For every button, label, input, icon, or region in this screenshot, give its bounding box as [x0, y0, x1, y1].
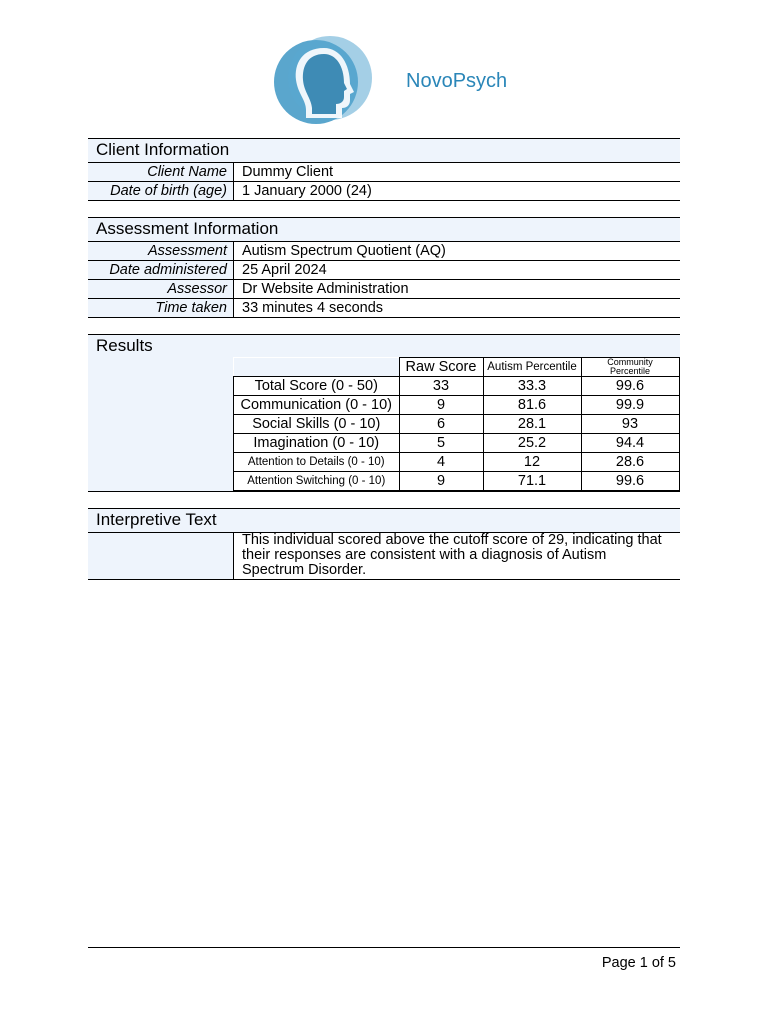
- dob-row: [88, 181, 680, 201]
- assessment-information-section: [88, 217, 680, 316]
- section-header: [88, 217, 680, 241]
- autism-percentile: 71.1: [483, 472, 581, 491]
- autism-percentile: 28.1: [483, 415, 581, 434]
- raw-score: 9: [399, 472, 483, 491]
- results-section: [88, 334, 680, 492]
- raw-score: 9: [399, 396, 483, 415]
- col-autism-percentile: Autism Percentile: [483, 358, 581, 377]
- community-percentile: 28.6: [581, 453, 679, 472]
- section-title: Results: [96, 336, 153, 355]
- community-percentile: 94.4: [581, 434, 679, 453]
- row-value: 25 April 2024: [233, 261, 680, 280]
- brand-name: NovoPsych: [406, 70, 508, 92]
- community-percentile: 99.9: [581, 396, 679, 415]
- row-label: Assessment: [88, 242, 233, 261]
- row-label: Attention Switching (0 - 10): [234, 472, 400, 491]
- raw-score: 33: [399, 377, 483, 396]
- section-title: Interpretive Text: [96, 510, 217, 529]
- row-value: Autism Spectrum Quotient (AQ): [233, 242, 680, 261]
- community-percentile: 99.6: [581, 472, 679, 491]
- time-taken-row: [88, 298, 680, 318]
- table-row: [234, 377, 680, 396]
- row-label: Communication (0 - 10): [234, 396, 400, 415]
- col-community-percentile: [581, 358, 679, 377]
- raw-score: 5: [399, 434, 483, 453]
- row-label: Total Score (0 - 50): [234, 377, 400, 396]
- section-title: Assessment Information: [96, 219, 279, 238]
- footer-divider: [88, 947, 680, 948]
- row-value: Dr Website Administration: [233, 280, 680, 299]
- table-row: [234, 415, 680, 434]
- table-row: [234, 434, 680, 453]
- table-row: [234, 396, 680, 415]
- row-value: 33 minutes 4 seconds: [233, 299, 680, 318]
- table-header-row: [234, 358, 680, 377]
- col-raw-score: Raw Score: [399, 358, 483, 377]
- table-row: [234, 453, 680, 472]
- row-label: Client Name: [88, 163, 233, 182]
- novopsych-logo: [272, 34, 380, 130]
- community-percentile: 93: [581, 415, 679, 434]
- assessment-row: [88, 241, 680, 261]
- row-value: Dummy Client: [233, 163, 680, 182]
- row-label: Date administered: [88, 261, 233, 280]
- table-row: [234, 472, 680, 491]
- row-value: 1 January 2000 (24): [233, 182, 680, 201]
- autism-percentile: 81.6: [483, 396, 581, 415]
- autism-percentile: 12: [483, 453, 581, 472]
- row-label: Assessor: [88, 280, 233, 299]
- col-community-label: Community Percentile: [607, 357, 653, 376]
- assessor-row: [88, 279, 680, 299]
- section-title: Client Information: [96, 140, 230, 159]
- community-percentile: 99.6: [581, 377, 679, 396]
- autism-percentile: 33.3: [483, 377, 581, 396]
- section-header: [88, 508, 680, 532]
- client-information-section: [88, 138, 680, 199]
- autism-percentile: 25.2: [483, 434, 581, 453]
- row-label: Date of birth (age): [88, 182, 233, 201]
- results-table: [233, 357, 680, 491]
- page-number: Page 1 of 5: [601, 955, 676, 971]
- row-label: Time taken: [88, 299, 233, 318]
- row-label: Attention to Details (0 - 10): [234, 453, 400, 472]
- section-header: [88, 138, 680, 162]
- interpretive-paragraph: This individual scored above the cutoff score of 29, indicating that their responses are consistent with a diagnosis of Autism Spectrum Disorder.: [233, 533, 680, 579]
- raw-score: 6: [399, 415, 483, 434]
- row-label: Social Skills (0 - 10): [234, 415, 400, 434]
- section-header: [88, 334, 680, 358]
- interpretive-text-section: [88, 508, 680, 579]
- raw-score: 4: [399, 453, 483, 472]
- client-name-row: [88, 162, 680, 182]
- date-administered-row: [88, 260, 680, 280]
- row-label: Imagination (0 - 10): [234, 434, 400, 453]
